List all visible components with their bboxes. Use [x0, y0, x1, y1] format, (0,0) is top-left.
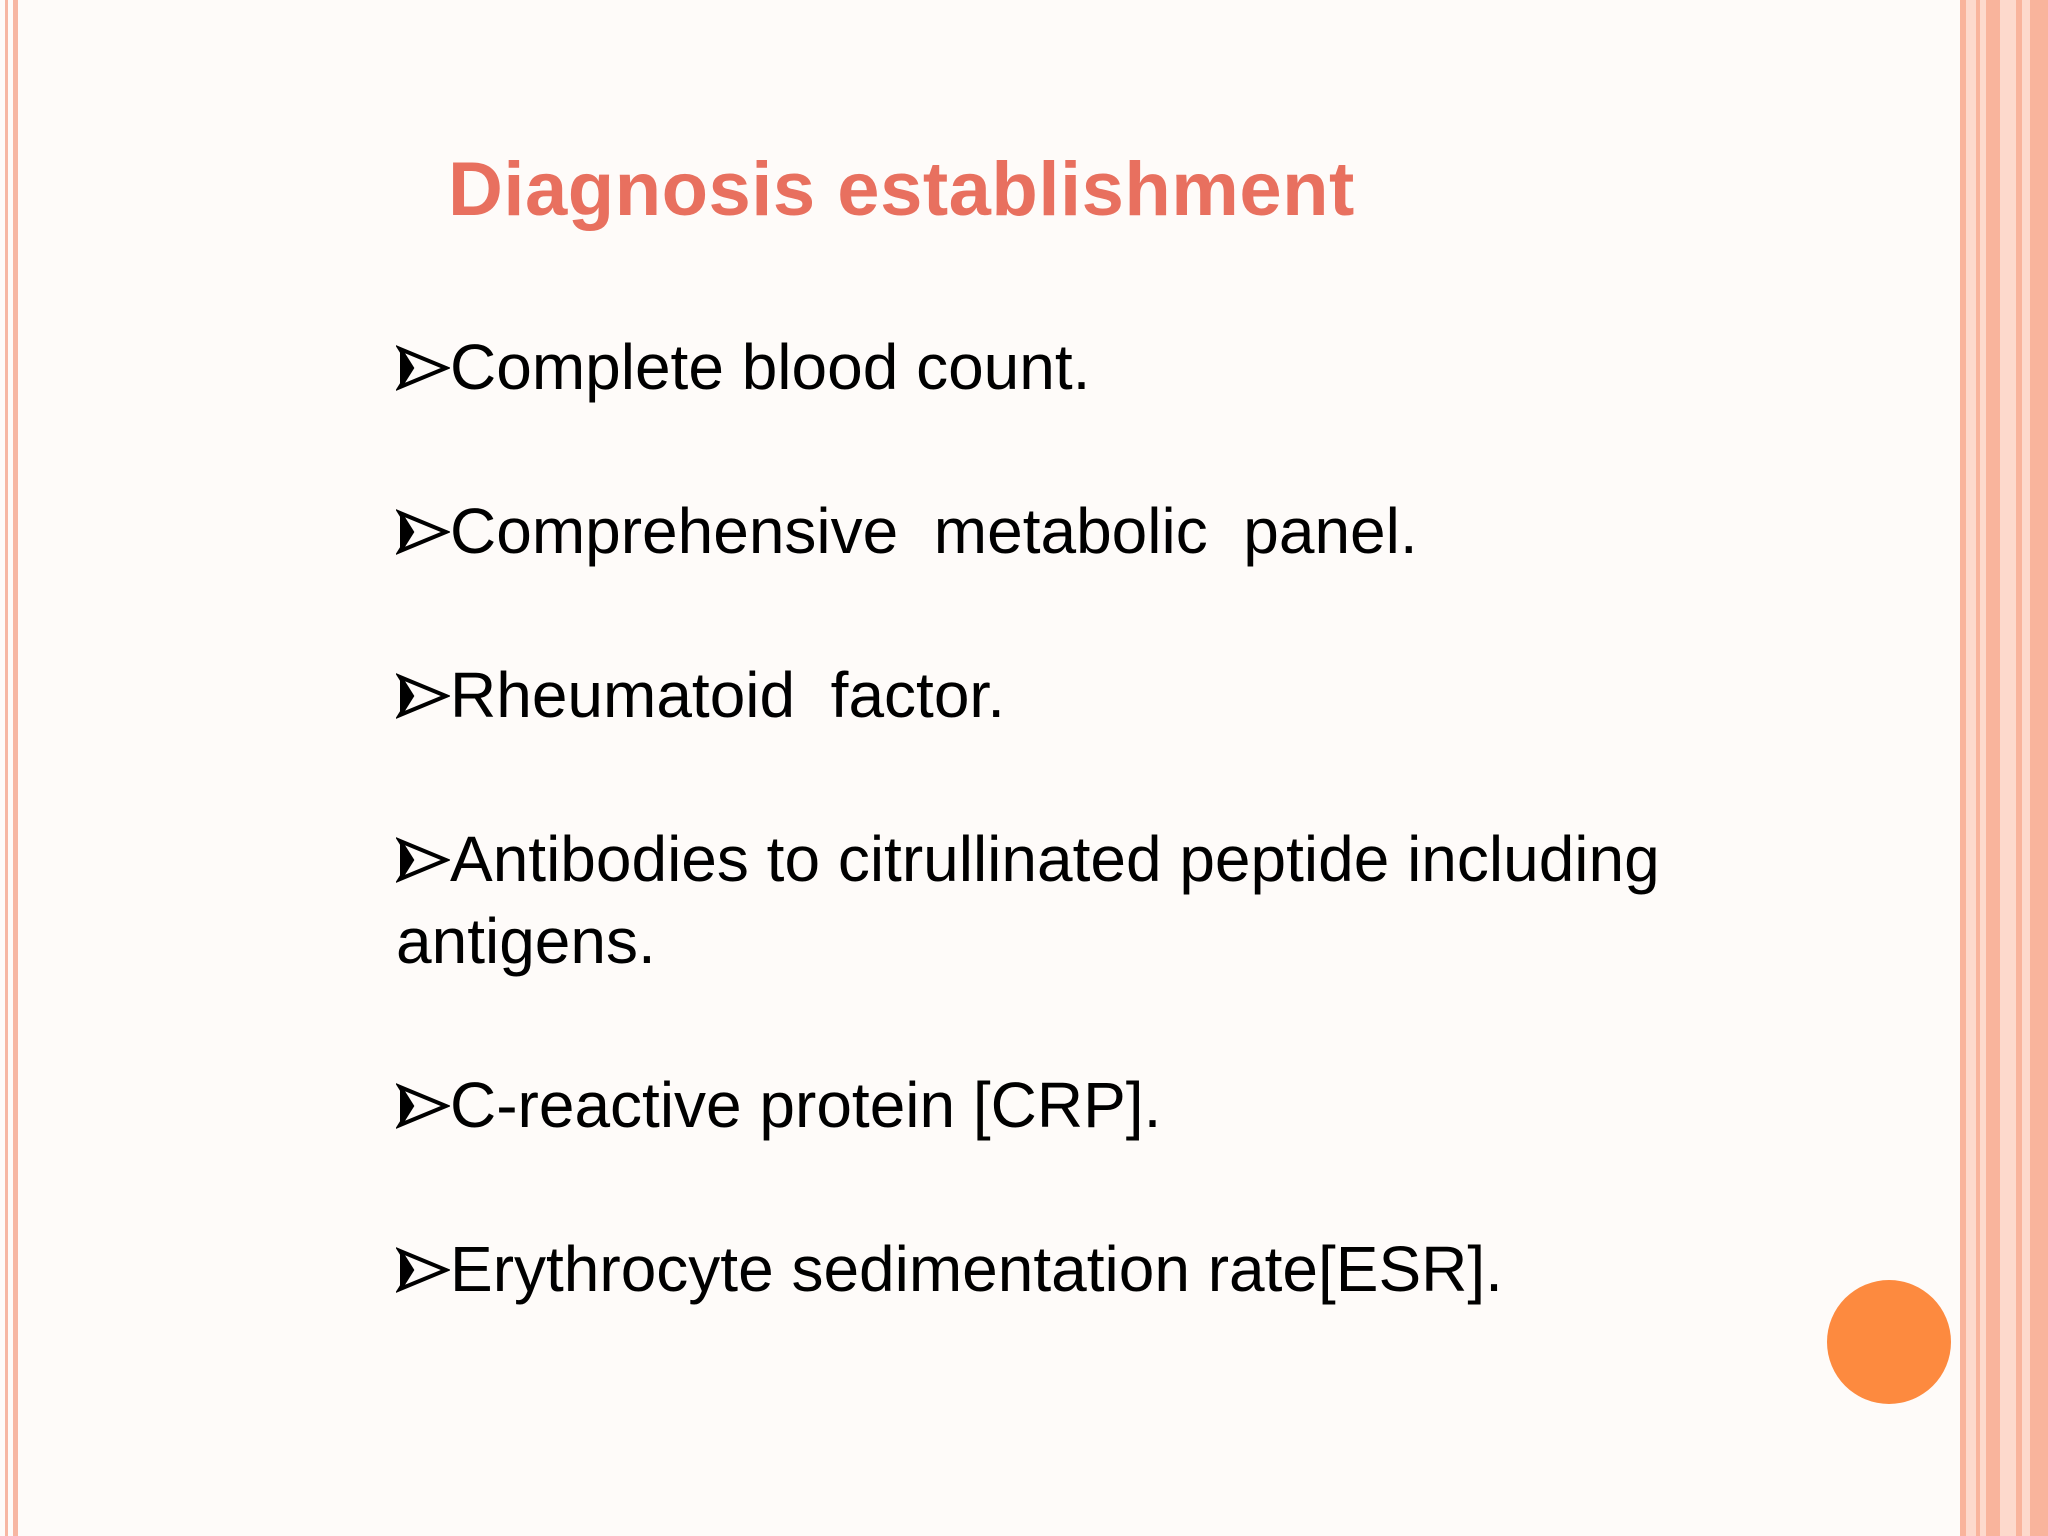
right-stripe	[1986, 0, 2000, 1536]
left-border-line	[13, 0, 18, 1536]
bullet-item	[396, 326, 1696, 408]
left-border-line	[5, 0, 8, 1536]
arrow-bullet-icon	[396, 671, 450, 721]
bullet-list	[396, 326, 1696, 1392]
bullet-item	[396, 818, 1696, 982]
bullet-item	[396, 490, 1696, 572]
arrow-bullet-icon	[396, 835, 450, 885]
arrow-bullet-icon	[396, 343, 450, 393]
arrow-bullet-icon	[396, 507, 450, 557]
right-stripe	[2030, 0, 2048, 1536]
right-stripe	[2016, 0, 2022, 1536]
right-stripe	[1960, 0, 1966, 1536]
bullet-text: C-reactive protein [CRP].	[450, 1069, 1162, 1141]
arrow-bullet-icon	[396, 1245, 450, 1295]
bullet-text: Comprehensive metabolic panel.	[450, 495, 1418, 567]
bullet-item	[396, 1064, 1696, 1146]
slide-title: Diagnosis establishment	[448, 147, 1355, 232]
bullet-text: Erythrocyte sedimentation rate[ESR].	[450, 1233, 1503, 1305]
arrow-bullet-icon	[396, 1081, 450, 1131]
right-stripe	[1976, 0, 1980, 1536]
bullet-text: Rheumatoid factor.	[450, 659, 1005, 731]
bullet-item	[396, 1228, 1696, 1310]
bullet-item	[396, 654, 1696, 736]
bullet-text: Antibodies to citrullinated peptide including antigens.	[396, 823, 1678, 977]
bullet-text: Complete blood count.	[450, 331, 1091, 403]
orange-circle-decoration	[1827, 1280, 1951, 1404]
